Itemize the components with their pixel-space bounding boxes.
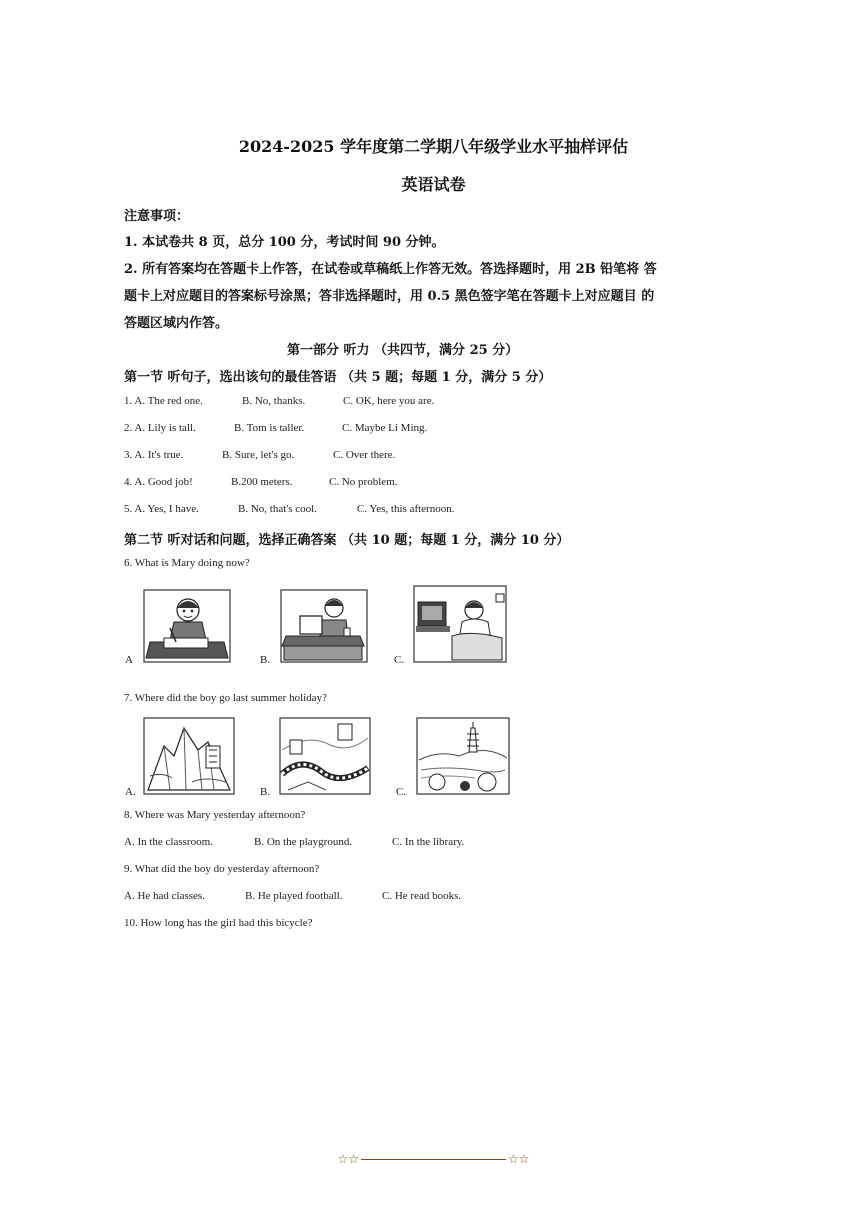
q10-text: 10. How long has the girl had this bicycle?	[124, 917, 313, 929]
q1-option-c: C. OK, here you are.	[343, 395, 435, 407]
q9-text: 9. What did the boy do yesterday afternoon?	[124, 863, 320, 875]
q3-option-c: C. Over there.	[333, 449, 396, 461]
q6-label-c: C.	[394, 654, 405, 666]
q6-text: 6. What is Mary doing now?	[124, 557, 250, 569]
footer-right-stars: ☆☆	[508, 1152, 530, 1166]
q3-option-a: 3. A. It's true.	[124, 449, 184, 461]
q7-label-b: B.	[260, 786, 271, 798]
q6-picture-c-girl-watching-tv	[412, 584, 508, 664]
section1-heading: 第一节 听句子，选出该句的最佳答语 （共 5 题；每题 1 分，满分 5 分）	[124, 370, 552, 385]
q6-label-b: B.	[260, 654, 271, 666]
q7-picture-c-pagoda-lake	[415, 716, 511, 796]
q9-option-c: C. He read books.	[382, 890, 462, 902]
q8-option-c: C. In the library.	[392, 836, 465, 848]
q9-option-b: B. He played football.	[245, 890, 343, 902]
q4-option-a: 4. A. Good job!	[124, 476, 193, 488]
q8-option-b: B. On the playground.	[254, 836, 353, 848]
q9-option-a: A. He had classes.	[124, 890, 205, 902]
q4-option-c: C. No problem.	[329, 476, 398, 488]
q8-text: 8. Where was Mary yesterday afternoon?	[124, 809, 306, 821]
q2-option-a: 2. A. Lily is tall.	[124, 422, 196, 434]
notice-item-1: 1. 本试卷共 8 页，总分 100 分，考试时间 90 分钟。	[124, 235, 445, 250]
q6-label-a: A	[125, 654, 133, 666]
part1-heading: 第一部分 听力 （共四节，满分 25 分）	[287, 343, 519, 358]
footer-divider	[361, 1159, 506, 1160]
notice-item-2-cont: 题卡上对应题目的答案标号涂黑；答非选择题时，用 0.5 黑色签字笔在答题卡上对应题目 的	[124, 289, 655, 304]
page-subtitle: 英语试卷	[401, 175, 466, 194]
q7-label-a: A.	[125, 786, 136, 798]
notice-item-2: 2. 所有答案均在答题卡上作答，在试卷或草稿纸上作答无效。答选择题时，用 2B 铅笔将 答	[124, 262, 657, 277]
q2-option-c: C. Maybe Li Ming.	[342, 422, 428, 434]
footer-left-stars: ☆☆	[337, 1152, 359, 1166]
q4-option-b: B.200 meters.	[231, 476, 293, 488]
notice-item-2-end: 答题区域内作答。	[124, 316, 229, 331]
q8-option-a: A. In the classroom.	[124, 836, 213, 848]
q1-option-a: 1. A. The red one.	[124, 395, 203, 407]
q7-picture-a-mountain	[142, 716, 236, 796]
q5-option-b: B. No, that's cool.	[238, 503, 317, 515]
q3-option-b: B. Sure, let's go.	[222, 449, 295, 461]
q7-label-c: C.	[396, 786, 407, 798]
q5-option-c: C. Yes, this afternoon.	[357, 503, 455, 515]
q7-text: 7. Where did the boy go last summer holiday?	[124, 692, 327, 704]
q2-option-b: B. Tom is taller.	[234, 422, 305, 434]
section2-heading: 第二节 听对话和问题，选择正确答案 （共 10 题；每题 1 分，满分 10 分）	[124, 533, 570, 548]
page-footer	[0, 1152, 867, 1166]
notice-heading: 注意事项：	[124, 209, 190, 224]
q7-picture-b-great-wall	[278, 716, 372, 796]
page-title: 2024-2025 学年度第二学期八年级学业水平抽样评估	[238, 137, 629, 156]
q5-option-a: 5. A. Yes, I have.	[124, 503, 199, 515]
q1-option-b: B. No, thanks.	[242, 395, 306, 407]
q6-picture-a-girl-writing	[140, 588, 232, 664]
q6-picture-b-girl-laptop	[278, 588, 370, 664]
